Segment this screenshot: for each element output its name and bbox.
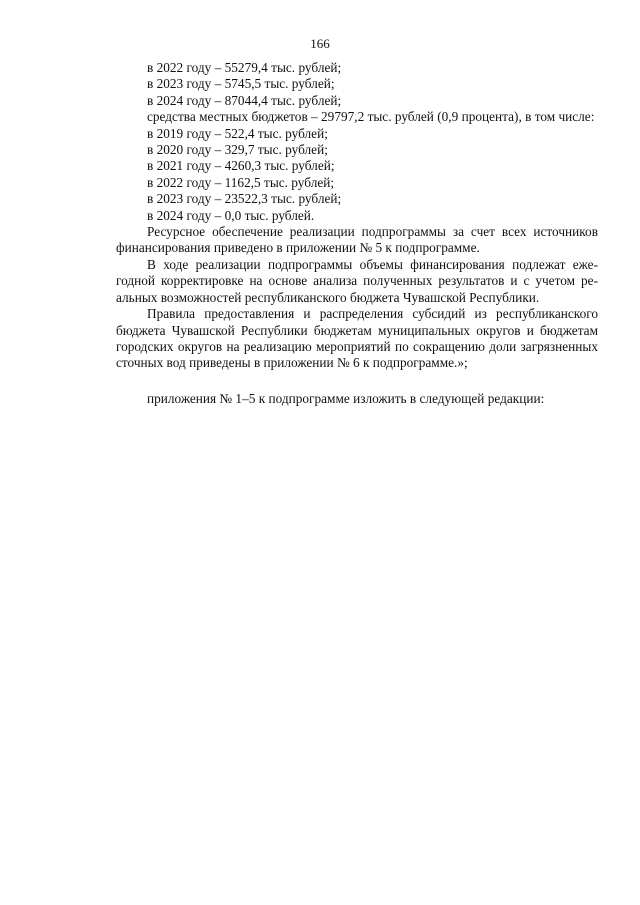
paragraph-subsidy-rules: Правила предоставления и распределения субсидий из республиканского бюджета Чувашской Республики бюджетам муниципальных округов и бюджетам городских округов на реализацию мероприятий по сокращению доли загрязненных сточных вод приведены в приложении № 6 к подпрограмме.»; (116, 306, 598, 371)
text-line: в 2022 году – 1162,5 тыс. рублей; (147, 174, 335, 190)
local-budgets-paragraph: средства местных бюджетов – 29797,2 тыс. рублей (0,9 процента), в том числе: (147, 109, 595, 125)
page-number: 166 (310, 36, 330, 51)
text-line: в 2024 году – 0,0 тыс. рублей. (147, 207, 315, 223)
spacer (116, 372, 598, 391)
final-line: приложения № 1–5 к подпрограмме изложить в следующей редакции: (147, 390, 545, 406)
paragraph-resources: Ресурсное обеспечение реализации подпрограммы за счет всех источников финансирования приведено в приложении № 5 к подпрограмме. (116, 224, 598, 256)
text-line: в 2023 году – 5745,5 тыс. рублей; (147, 76, 335, 92)
text-line: в 2021 году – 4260,3 тыс. рублей; (147, 158, 335, 174)
text-line: в 2020 году – 329,7 тыс. рублей; (147, 142, 328, 158)
text-line: в 2019 году – 522,4 тыс. рублей; (147, 125, 328, 141)
paragraph-adjustment: В ходе реализации подпрограммы объемы финансирования подлежат ежегодной корректировке на основе анализа полученных результатов и с учетом реальных возможностей республиканского бюджета Чувашской Республики. (116, 256, 598, 305)
text-line: в 2023 году – 23522,3 тыс. рублей; (147, 191, 342, 207)
text-line: в 2022 году – 55279,4 тыс. рублей; (147, 60, 342, 75)
document-body (116, 60, 598, 407)
text-line: в 2024 году – 87044,4 тыс. рублей; (147, 92, 342, 108)
